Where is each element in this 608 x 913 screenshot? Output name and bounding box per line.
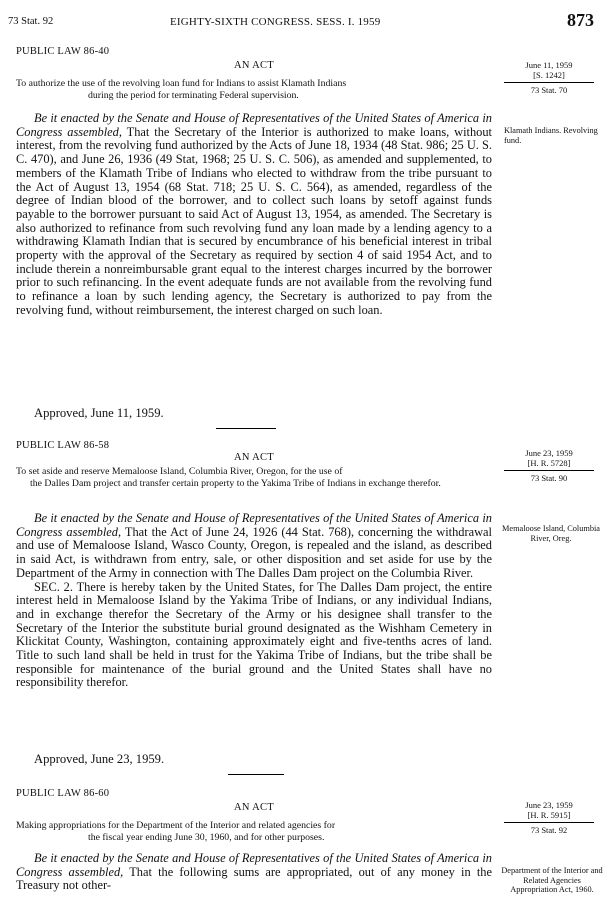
act-purpose	[16, 466, 492, 489]
enacting-paragraph: Be it enacted by the Senate and House of Representatives of the United States of America in Congress assembled, That the Act of June 24, 1926 (44 Stat. 768), concerning the withdrawal and use of Memaloose Island, Wasco County, Oregon, is repealed and the island, as described in said Act, is withdrawn from entry, sale, or other disposition and set aside for use by the Department of the Army in connection with The Dalles Dam project on the Columbia River.	[16, 511, 492, 580]
law-number: PUBLIC LAW 86-60	[16, 788, 110, 799]
purpose-line-1: To authorize the use of the revolving loan fund for Indians to assist Klamath Indians	[16, 78, 347, 89]
purpose-line-2: the Dalles Dam project and transfer certain property to the Yakima Tribe of Indians in exchange therefor.	[30, 477, 441, 489]
law-body	[16, 852, 492, 893]
act-heading: AN ACT	[233, 452, 274, 463]
margin-stat: 73 Stat. 90	[530, 473, 568, 483]
separator-rule	[216, 428, 276, 429]
margin-rule	[504, 470, 594, 471]
law-body	[16, 112, 492, 318]
purpose-line-1: To set aside and reserve Memaloose Island, Columbia River, Oregon, for the use of	[16, 466, 343, 477]
purpose-line-1: Making appropriations for the Department of the Interior and related agencies for	[16, 820, 336, 831]
margin-citation	[494, 60, 604, 95]
separator-rule	[228, 774, 284, 775]
margin-citation	[494, 800, 604, 835]
law-number: PUBLIC LAW 86-58	[16, 440, 110, 451]
margin-bill: [S. 1242]	[533, 70, 565, 80]
act-heading: AN ACT	[233, 802, 274, 813]
enacting-paragraph: Be it enacted by the Senate and House of Representatives of the United States of America in Congress assembled, That the following sums are appropriated, out of any money in the Treasury not other-	[16, 851, 492, 893]
margin-date: June 23, 1959	[525, 448, 573, 458]
margin-stat: 73 Stat. 92	[530, 825, 568, 835]
section-paragraph: SEC. 2. There is hereby taken by the United States, for The Dalles Dam project, the entire interest held in Memaloose Island by the Yakima Tribe of Indians, or any individual Indians, and in exchange therefor the Secretary of the Army or his designee shall transfer to the Secretary of the Interior the substitute burial ground designated as the Wishham Cemetery in Klickitat County, Washington, containing approximately eight and five-tenths acres of land. Title to such land shall be held in trust for the Yakima Tribe of Indians, but the tribe shall be responsible for maintenance of the burial ground and the United States shall have no responsibility therefor.	[16, 579, 492, 690]
enacting-clause: Be it enacted by the Senate and House of Representatives of the United States of America in Congress assembled,	[16, 851, 492, 879]
margin-citation	[494, 448, 604, 483]
purpose-line-2: during the period for terminating Federal supervision.	[88, 89, 299, 101]
act-heading: AN ACT	[233, 60, 274, 71]
law-body	[16, 512, 492, 690]
margin-bill: [H. R. 5728]	[527, 458, 571, 468]
margin-stat: 73 Stat. 70	[530, 85, 568, 95]
margin-date: June 23, 1959	[525, 800, 573, 810]
margin-date: June 11, 1959	[525, 60, 573, 70]
act-purpose	[16, 820, 492, 843]
margin-rule	[504, 822, 594, 823]
margin-rule	[504, 82, 594, 83]
running-header-left: 73 Stat. 92	[8, 16, 54, 27]
enacting-clause: Be it enacted by the Senate and House of Representatives of the United States of America in Congress assembled,	[16, 111, 492, 139]
running-header-title: EIGHTY-SIXTH CONGRESS. SESS. I. 1959	[170, 16, 381, 28]
page-number: 873	[567, 10, 594, 30]
margin-note: Klamath Indians. Revolving fund.	[504, 126, 598, 145]
approved-line: Approved, June 11, 1959.	[34, 406, 164, 420]
act-purpose	[16, 78, 492, 101]
approved-line: Approved, June 23, 1959.	[34, 752, 165, 766]
enacting-clause: Be it enacted by the Senate and House of Representatives of the United States of America in Congress assembled,	[16, 511, 492, 539]
purpose-line-2: the fiscal year ending June 30, 1960, and for other purposes.	[88, 831, 325, 843]
law-number: PUBLIC LAW 86-40	[16, 46, 110, 57]
margin-note: Department of the Interior and Related Agencies Appropriation Act, 1960.	[501, 866, 603, 894]
margin-bill: [H. R. 5915]	[527, 810, 571, 820]
margin-note: Memaloose Island, Columbia River, Oreg.	[502, 524, 600, 543]
enacting-paragraph: Be it enacted by the Senate and House of Representatives of the United States of America in Congress assembled, That the Secretary of the Interior is authorized to make loans, without interest, from the revolving fund authorized by the Acts of June 18, 1934 (48 Stat. 986; 25 U. S. C. 470), and June 26, 1936 (49 Stat, 1968; 25 U. S. C. 506), as amended and supplemented, to members of the Klamath Tribe of Indians who elected to withdraw from the tribe pursuant to the Act of August 13, 1954 (68 Stat. 718; 25 U. S. C. 564), as amended, regardless of the degree of Indian blood of the borrower, and to collect such loans by setoff against funds payable to the borrower pursuant to said Act of August 13, 1954, as amended. The Secretary is also authorized to refinance from such revolving fund any loan made by a lending agency to a withdrawing Klamath Indian that is secured by encumbrance of his beneficial interest in tribal property with the approval of the Secretary as required by section 4 of said 1954 Act, and to include therein a nonreimbursable grant equal to the interest charges incurred by the borrower prior to such refinancing. In the event adequate funds are not available from the revolving fund to refinance a loan by such lending agency, the Secretary is authorized to pay from the revolving fund, without reimbursement, the interest charged on such loan.	[16, 111, 492, 317]
